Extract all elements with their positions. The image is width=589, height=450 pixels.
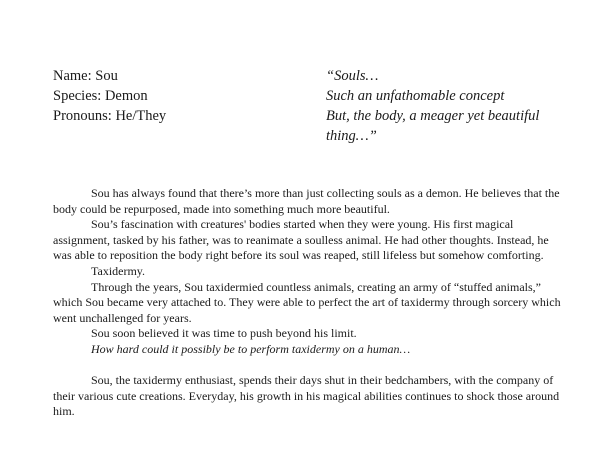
quote-line-2: Such an unfathomable concept: [326, 88, 505, 104]
profile-name: Name: Sou: [53, 68, 118, 84]
profile-pronouns: Pronouns: He/They: [53, 108, 167, 124]
character-profile: [53, 66, 166, 126]
story-paragraph: Sou’s fascination with creatures' bodies started when they were young. His first magical assignment, tasked by his father, was to reanimate a soulless animal. He had other thoughts. Instead, he was able to reposition the body right before its soul was reaped, still lifeless but somehow comforting.: [53, 217, 549, 263]
character-quote: [326, 66, 566, 146]
story-paragraph: Through the years, Sou taxidermied countless animals, creating an army of “stuffed animals,” which Sou became very attached to. They were able to perfect the art of taxidermy through sorcery which went unchallenged for years.: [53, 279, 561, 325]
story-body: [53, 186, 561, 420]
profile-species: Species: Demon: [53, 88, 148, 104]
story-paragraph: Sou soon believed it was time to push beyond his limit.: [91, 326, 357, 341]
story-paragraph: Sou, the taxidermy enthusiast, spends their days shut in their bedchambers, with the company of their various cute creations. Everyday, his growth in his magical abilities continues to shock those around him.: [53, 373, 560, 419]
quote-line-3: But, the body, a meager yet beautiful thing…”: [326, 108, 540, 144]
paragraph-spacer: [53, 358, 561, 374]
story-paragraph: Taxidermy.: [91, 263, 146, 278]
quote-line-1: “Souls…: [326, 68, 379, 84]
story-italic-line: How hard could it possibly be to perform taxidermy on a human…: [91, 341, 411, 356]
story-paragraph: Sou has always found that there’s more than just collecting souls as a demon. He believes that the body could be repurposed, made into something much more beautiful.: [53, 186, 560, 216]
